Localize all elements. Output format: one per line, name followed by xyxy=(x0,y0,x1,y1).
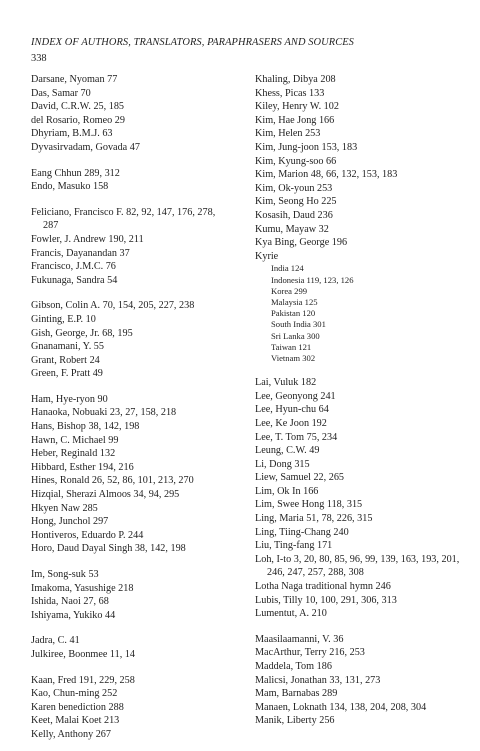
group-spacer xyxy=(31,155,231,167)
index-entry: MacArthur, Terry 216, 253 xyxy=(255,647,365,659)
index-entry: Mam, Barnabas 289 xyxy=(255,688,338,700)
group-spacer xyxy=(255,364,465,376)
index-entry: Imakoma, Yasushige 218 xyxy=(31,582,134,594)
index-entry: Khaling, Dibya 208 xyxy=(255,74,336,85)
index-entry: Heber, Reginald 132 xyxy=(31,448,116,460)
index-entry: Kim, Jung-joon 153, 183 xyxy=(255,141,358,153)
index-entry: Darsane, Nyoman 77 xyxy=(31,74,118,85)
index-entry: Maddela, Tom 186 xyxy=(255,661,332,673)
running-head-title: INDEX OF AUTHORS, TRANSLATORS, PARAPHRASERS AND SOURCES xyxy=(31,37,354,48)
index-entry: Kyrie xyxy=(255,250,279,262)
index-entry: Khess, Picas 133 xyxy=(255,87,325,99)
index-entry: Maasilaamanni, V. 36 xyxy=(255,633,344,645)
index-entry: Hizqial, Sherazi Almoos 34, 94, 295 xyxy=(31,489,180,501)
index-entry: Hanaoka, Nobuaki 23, 27, 158, 218 xyxy=(31,407,177,419)
index-entry: Eang Chhun 289, 312 xyxy=(31,167,120,179)
group-spacer xyxy=(31,556,231,568)
index-entry: Kelly, Anthony 267 xyxy=(31,728,111,740)
index-entry: Kaan, Fred 191, 229, 258 xyxy=(31,674,135,686)
index-subentry: Vietnam 302 xyxy=(271,352,316,363)
index-entry: Ham, Hye-ryon 90 xyxy=(31,393,108,405)
index-entry: Lim, Ok In 166 xyxy=(255,485,319,497)
index-entry: David, C.R.W. 25, 185 xyxy=(31,101,125,113)
group-spacer xyxy=(31,194,231,206)
index-entry: Hkyen Naw 285 xyxy=(31,502,98,514)
index-entry: Loh, I-to 3, 20, 80, 85, 96, 99, 139, 163, 193, 201, 246, 247, 257, 288, 308 xyxy=(255,553,460,579)
index-entry: Lumentut, A. 210 xyxy=(255,608,327,620)
index-entry: del Rosario, Romeo 29 xyxy=(31,114,125,126)
index-entry: Lee, Geonyong 241 xyxy=(255,390,336,402)
index-entry: Hibbard, Esther 194, 216 xyxy=(31,461,134,473)
index-entry: Kiley, Henry W. 102 xyxy=(255,101,339,113)
index-entry: Lee, T. Tom 75, 234 xyxy=(255,431,338,443)
index-entry: Ishiyama, Yukiko 44 xyxy=(31,609,116,621)
index-entry: Ling, Maria 51, 78, 226, 315 xyxy=(255,513,373,525)
index-entry: Liew, Samuel 22, 265 xyxy=(255,472,345,484)
group-spacer xyxy=(255,621,465,633)
index-entry: Kim, Seong Ho 225 xyxy=(255,196,337,208)
index-subentry: Sri Lanka 300 xyxy=(271,330,320,341)
index-entry: Im, Song-suk 53 xyxy=(31,569,99,580)
index-entry: Leung, C.W. 49 xyxy=(255,445,320,457)
index-entry: Kim, Ok-youn 253 xyxy=(255,182,333,194)
index-entry: Kao, Chun-ming 252 xyxy=(31,688,118,700)
index-subentry: Malaysia 125 xyxy=(271,296,318,307)
index-subentry: South India 301 xyxy=(271,319,326,330)
index-entry: Gnanamani, Y. 55 xyxy=(31,341,104,353)
index-subentry: Taiwan 121 xyxy=(271,341,312,352)
index-subentry: Pakistan 120 xyxy=(271,308,316,319)
index-entry: Hontiveros, Eduardo P. 244 xyxy=(31,529,144,541)
index-entry: Endo, Masuko 158 xyxy=(31,181,109,193)
index-entry: Kim, Helen 253 xyxy=(255,128,321,140)
index-entry: Kosasih, Daud 236 xyxy=(255,209,333,221)
index-entry: Lubis, Tilly 10, 100, 291, 306, 313 xyxy=(255,594,397,606)
index-entry: Kumu, Mayaw 32 xyxy=(255,223,329,235)
group-spacer xyxy=(31,622,231,634)
index-entry: Manaen, Loknath 134, 138, 204, 208, 304 xyxy=(255,701,427,713)
index-entry: Hines, Ronald 26, 52, 86, 101, 213, 270 xyxy=(31,475,194,487)
index-entry: Gish, George, Jr. 68, 195 xyxy=(31,327,133,339)
index-entry: Karen benediction 288 xyxy=(31,701,124,713)
index-entry: Fukunaga, Sandra 54 xyxy=(31,274,118,286)
index-entry: Ishida, Naoi 27, 68 xyxy=(31,596,109,608)
index-entry: Horo, Daud Dayal Singh 38, 142, 198 xyxy=(31,543,186,555)
index-entry: Dyvasirvadam, Govada 47 xyxy=(31,141,140,153)
index-entry: Kya Bing, George 196 xyxy=(255,237,348,249)
index-entry: Ginting, E.P. 10 xyxy=(31,313,96,325)
index-entry: Hong, Junchol 297 xyxy=(31,516,109,528)
index-entry: Lee, Hyun-chu 64 xyxy=(255,404,329,416)
index-entry: Lai, Vuluk 182 xyxy=(255,377,317,389)
index-entry: Lim, Swee Hong 118, 315 xyxy=(255,499,363,511)
index-entry: Fowler, J. Andrew 190, 211 xyxy=(31,233,144,245)
index-entry: Jadra, C. 41 xyxy=(31,635,80,647)
index-entry: Feliciano, Francisco F. 82, 92, 147, 176, 278, 287 xyxy=(31,206,216,232)
index-subentry: Korea 299 xyxy=(271,285,308,296)
index-entry: Grant, Robert 24 xyxy=(31,354,100,366)
index-entry: Gibson, Colin A. 70, 154, 205, 227, 238 xyxy=(31,300,195,312)
index-entry: Lee, Ke Joon 192 xyxy=(255,417,327,429)
index-entry: Francisco, J.M.C. 76 xyxy=(31,261,116,273)
index-entry: Manik, Liberty 256 xyxy=(255,715,335,727)
group-spacer xyxy=(31,287,231,299)
index-entry: Lotha Naga traditional hymn 246 xyxy=(255,581,391,593)
index-entry: Ling, Tiing-Chang 240 xyxy=(255,526,349,538)
index-subentry: Indonesia 119, 123, 126 xyxy=(271,274,354,285)
index-entry: Julkiree, Boonmee 11, 14 xyxy=(31,648,136,660)
index-entry: Kim, Marion 48, 66, 132, 153, 183 xyxy=(255,169,398,181)
index-entry: Hans, Bishop 38, 142, 198 xyxy=(31,421,140,433)
page-number: 338 xyxy=(31,53,47,64)
index-entry: Keet, Malai Koet 213 xyxy=(31,715,120,727)
index-entry: Malicsi, Jonathan 33, 131, 273 xyxy=(255,674,381,686)
index-column-right xyxy=(255,73,465,728)
index-entry: Das, Samar 70 xyxy=(31,87,91,99)
index-entry: Kim, Hae Jong 166 xyxy=(255,114,335,126)
index-entry: Francis, Dayanandan 37 xyxy=(31,247,130,259)
index-entry: Dhyriam, B.M.J. 63 xyxy=(31,128,113,140)
index-entry: Kim, Kyung-soo 66 xyxy=(255,155,337,167)
index-entry: Green, F. Pratt 49 xyxy=(31,368,103,380)
group-spacer xyxy=(31,381,231,393)
index-entry: Liu, Ting-fang 171 xyxy=(255,540,333,552)
group-spacer xyxy=(31,662,231,674)
index-column-left xyxy=(31,73,231,742)
index-subentry: India 124 xyxy=(271,263,304,274)
index-entry: Hawn, C. Michael 99 xyxy=(31,434,119,446)
index-entry: Li, Dong 315 xyxy=(255,458,310,470)
